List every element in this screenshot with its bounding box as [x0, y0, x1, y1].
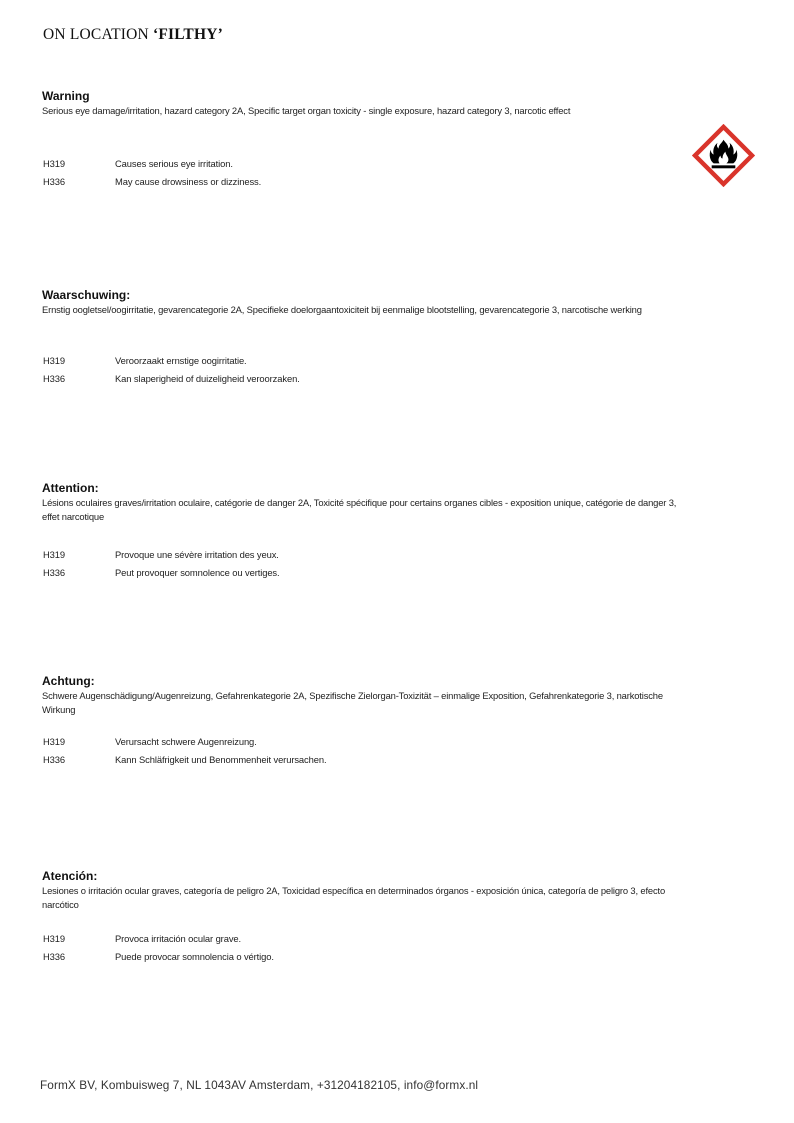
- signal-word: Waarschuwing:: [42, 288, 131, 302]
- hazard-statements-es: [43, 930, 274, 965]
- hazard-classification: Ernstig oogletsel/oogirritatie, gevarencategorie 2A, Specifieke doelorgaantoxiciteit bij eenmalige blootstelling, gevarencategorie 3, narcotische werking: [42, 304, 642, 315]
- h-text: Kann Schläfrigkeit und Benommenheit verursachen.: [115, 753, 327, 765]
- h-code: H319: [43, 549, 66, 560]
- h-text: May cause drowsiness or dizziness.: [115, 175, 262, 187]
- h-text: Kan slaperigheid of duizeligheid veroorzaken.: [115, 372, 300, 384]
- h-text: Puede provocar somnolencia o vértigo.: [115, 950, 274, 962]
- hazard-statement-row: [43, 173, 261, 191]
- h-text: Peut provoquer somnolence ou vertiges.: [115, 566, 280, 578]
- hazard-section-nl: [42, 288, 682, 317]
- hazard-statement-row: [43, 155, 261, 173]
- company-footer: FormX BV, Kombuisweg 7, NL 1043AV Amsterdam, +31204182105, info@formx.nl: [40, 1078, 479, 1092]
- h-code: H336: [43, 372, 66, 384]
- hazard-statements-fr: [43, 546, 280, 581]
- hazard-section-de: [42, 674, 682, 716]
- hazard-statements-en: [43, 155, 261, 190]
- signal-word: Warning: [42, 89, 90, 103]
- hazard-section-en: [42, 89, 682, 118]
- h-code: H319: [43, 933, 66, 944]
- h-text: Causes serious eye irritation.: [115, 158, 233, 169]
- hazard-classification: Lesiones o irritación ocular graves, categoría de peligro 2A, Toxicidad específica en determinados órganos - exposición única, categoría de peligro 3, efecto narcótico: [42, 885, 666, 910]
- hazard-statement-row: [43, 370, 300, 388]
- h-code: H319: [43, 736, 66, 747]
- h-text: Veroorzaakt ernstige oogirritatie.: [115, 355, 247, 366]
- hazard-classification: Lésions oculaires graves/irritation oculaire, catégorie de danger 2A, Toxicité spécifique pour certains organes cibles - exposition unique, catégorie de danger 3, effet narcotique: [42, 497, 677, 522]
- product-name: ‘FILTHY’: [153, 26, 223, 43]
- hazard-section-es: [42, 869, 682, 911]
- hazard-statements-de: [43, 733, 326, 768]
- h-code: H336: [43, 175, 66, 187]
- title-prefix: ON LOCATION: [43, 26, 154, 43]
- h-code: H319: [43, 158, 66, 169]
- h-code: H336: [43, 566, 66, 578]
- hazard-section-fr: [42, 481, 682, 523]
- hazard-statement-row: [43, 733, 326, 751]
- signal-word: Attention:: [42, 481, 99, 495]
- hazard-statement-row: [43, 751, 326, 769]
- hazard-statement-row: [43, 930, 274, 948]
- hazard-classification: Schwere Augenschädigung/Augenreizung, Gefahrenkategorie 2A, Spezifische Zielorgan-Toxizität – einmalige Exposition, Gefahrenkategorie 3, narkotische Wirkung: [42, 690, 663, 715]
- document-title: [43, 26, 223, 44]
- hazard-statement-row: [43, 546, 280, 564]
- hazard-statements-nl: [43, 352, 300, 387]
- h-code: H336: [43, 950, 66, 962]
- hazard-statement-row: [43, 948, 274, 966]
- h-text: Provoca irritación ocular grave.: [115, 933, 242, 944]
- signal-word: Atención:: [42, 869, 98, 883]
- hazard-statement-row: [43, 352, 300, 370]
- h-code: H336: [43, 753, 66, 765]
- h-text: Provoque une sévère irritation des yeux.: [115, 549, 279, 560]
- flame-pictogram-icon: [692, 124, 755, 187]
- hazard-classification: Serious eye damage/irritation, hazard category 2A, Specific target organ toxicity - single exposure, hazard category 3, narcotic effect: [42, 105, 571, 116]
- h-code: H319: [43, 355, 66, 366]
- signal-word: Achtung:: [42, 674, 95, 688]
- h-text: Verursacht schwere Augenreizung.: [115, 736, 257, 747]
- hazard-statement-row: [43, 564, 280, 582]
